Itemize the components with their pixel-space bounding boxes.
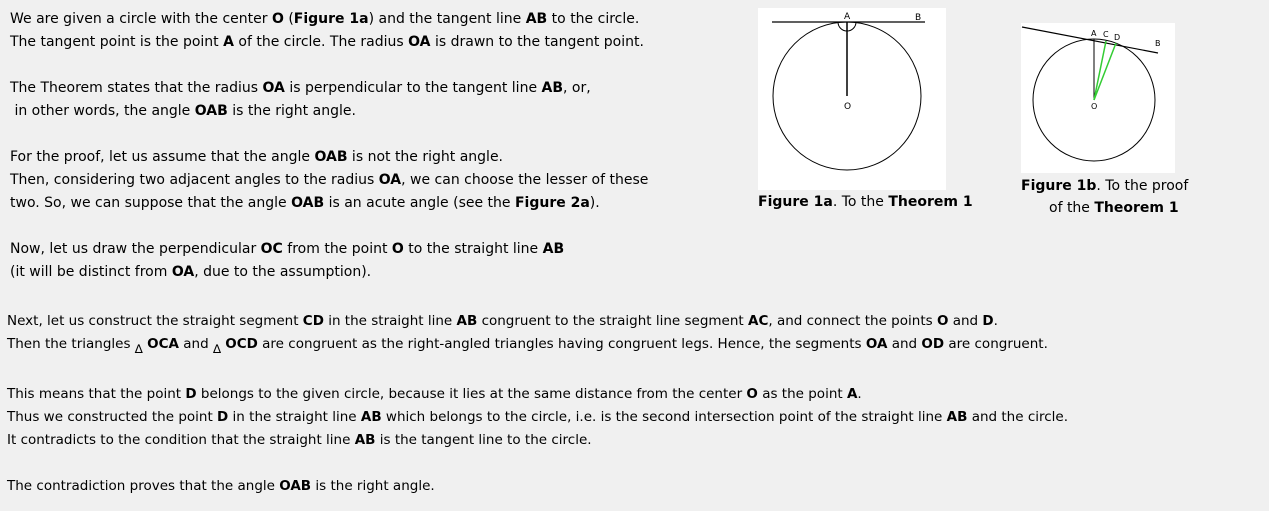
label-a: A	[1091, 29, 1097, 38]
text-line-8: Now, let us draw the perpendicular OC from the point O to the straight line AB	[10, 241, 565, 257]
triangle-symbol: ∆	[134, 342, 143, 356]
figure-1b-drawing	[1021, 23, 1175, 173]
text-line-6: Then, considering two adjacent angles to the radius OA, we can choose the lesser of these	[10, 172, 649, 188]
line-ab	[1022, 27, 1158, 53]
segment-od	[1094, 43, 1116, 100]
text-line-10: Next, let us construct the straight segment CD in the straight line AB congruent to the straight line segment AC, and connect the points O and D.	[7, 313, 998, 329]
text-line-14: It contradicts to the condition that the straight line AB is the tangent line to the circle.	[7, 432, 592, 448]
label-d: D	[1114, 33, 1121, 42]
label-b: B	[915, 13, 922, 23]
text-line-2: The tangent point is the point A of the circle. The radius OA is drawn to the tangent point.	[10, 34, 644, 50]
label-b: B	[1155, 39, 1161, 48]
label-o: O	[844, 102, 852, 112]
figure-1a-drawing	[758, 8, 946, 190]
triangle-symbol: ∆	[212, 342, 221, 356]
text-line-11: Then the triangles ∆ OCA and ∆ OCD are congruent as the right-angled triangles having congruent legs. Hence, the segments OA and OD are congruent.	[7, 336, 1048, 356]
figure-1b-caption-line-2: of the Theorem 1	[1049, 200, 1179, 216]
text-line-3: The Theorem states that the radius OA is perpendicular to the tangent line AB, or,	[10, 80, 591, 96]
text-line-13: Thus we constructed the point D in the straight line AB which belongs to the circle, i.e. is the second intersection point of the straight line AB and the circle.	[7, 409, 1069, 425]
text-line-12: This means that the point D belongs to the given circle, because it lies at the same distance from the center O as the point A.	[7, 386, 862, 402]
label-c: C	[1103, 30, 1109, 39]
text-line-7: two. So, we can suppose that the angle OAB is an acute angle (see the Figure 2a).	[10, 195, 600, 211]
figure-1b	[1021, 23, 1175, 173]
label-o: O	[1091, 102, 1098, 111]
label-a: A	[844, 12, 851, 22]
figure-1a	[758, 8, 946, 190]
text-line-15: The contradiction proves that the angle OAB is the right angle.	[7, 478, 435, 494]
text-line-5: For the proof, let us assume that the angle OAB is not the right angle.	[10, 149, 504, 165]
segment-oc	[1094, 41, 1106, 100]
text-line-4: in other words, the angle OAB is the right angle.	[10, 103, 356, 119]
text-line-9: (it will be distinct from OA, due to the assumption).	[10, 264, 372, 280]
figure-1b-caption-line-1: Figure 1b. To the proof	[1021, 178, 1189, 194]
text-line-1: We are given a circle with the center O (Figure 1a) and the tangent line AB to the circle.	[10, 11, 640, 27]
figure-1a-caption: Figure 1a. To the Theorem 1	[758, 194, 973, 210]
